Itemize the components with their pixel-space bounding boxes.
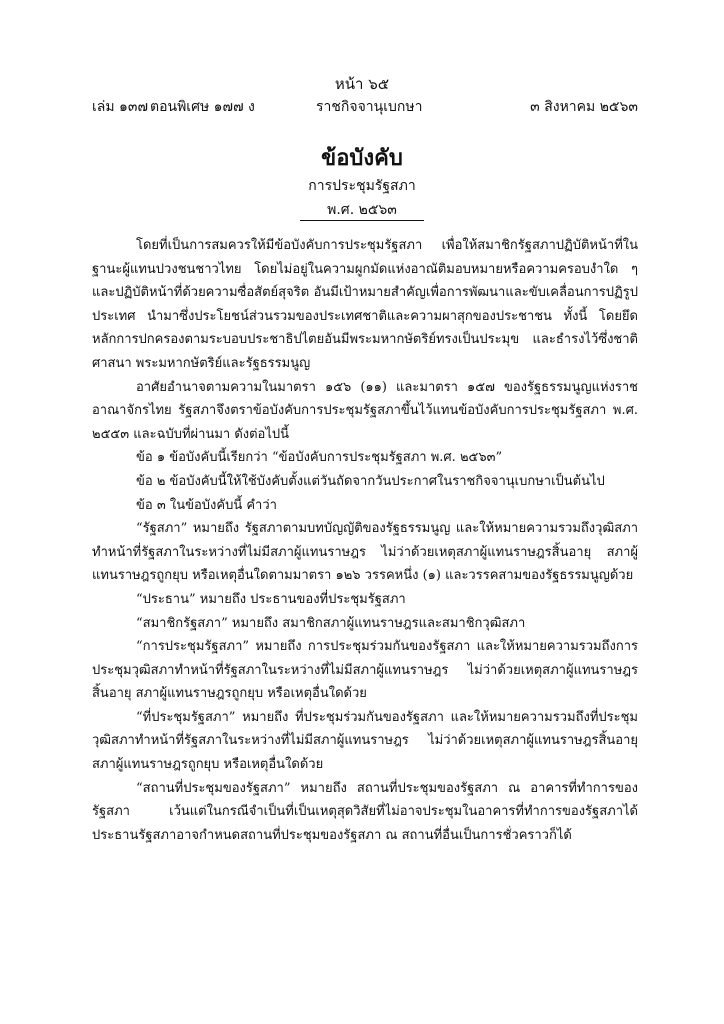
publication-date: ๓ สิงหาคม ๒๕๖๓ xyxy=(530,99,638,115)
page-number: หน้า ๖๕ xyxy=(334,75,390,93)
volume-label: เล่ม ๑๓๗ xyxy=(92,99,149,115)
definition-parliament: “รัฐสภา” หมายถึง รัฐสภาตามบทบัญญัติของรัฐธรรมนูญ และให้หมายความรวมถึงวุฒิสภาทำหน้าที่รัฐสภาในระหว่างที่ไม่มีสภาผู้แทนราษฎร ไม่ว่าด้วยเหตุสภาผู้แทนราษฎรสิ้นอายุ สภาผู้แทนราษฎรถูกยุบ หรือเหตุอื่นใดตามมาตรา ๑๒๖ วรรคหนึ่ง (๑) และวรรคสามของรัฐธรรมนูญด้วย xyxy=(92,521,638,584)
definition-joint-meeting: “ที่ประชุมรัฐสภา” หมายถึง ที่ประชุมร่วมกันของรัฐสภา และให้หมายความรวมถึงที่ประชุมวุฒิสภาทำหน้าที่รัฐสภาในระหว่างที่ไม่มีสภาผู้แทนราษฎร ไม่ว่าด้วยเหตุสภาผู้แทนราษฎรสิ้นอายุ สภาผู้แทนราษฎรถูกยุบ หรือเหตุอื่นใดด้วย xyxy=(92,709,638,773)
definition-joint-sitting: “การประชุมรัฐสภา” หมายถึง การประชุมร่วมกันของรัฐสภา และให้หมายความรวมถึงการประชุมวุฒิสภาทำหน้าที่รัฐสภาในระหว่างที่ไม่มีสภาผู้แทนราษฎร ไม่ว่าด้วยเหตุสภาผู้แทนราษฎรสิ้นอายุ สภาผู้แทนราษฎรถูกยุบ หรือเหตุอื่นใดด้วย xyxy=(92,639,638,702)
clause-2: ข้อ ๒ ข้อบังคับนี้ให้ใช้บังคับตั้งแต่วันถัดจากวันประกาศในราชกิจจานุเบกษาเป็นต้นไป xyxy=(136,473,605,489)
definition-president: “ประธาน” หมายถึง ประธานของที่ประชุมรัฐสภา xyxy=(136,591,406,607)
clause-3: ข้อ ๓ ในข้อบังคับนี้ คำว่า xyxy=(136,497,277,513)
document-subtitle: การประชุมรัฐสภา xyxy=(308,178,416,194)
definition-member: “สมาชิกรัฐสภา” หมายถึง สมาชิกสภาผู้แทนราษฎรและสมาชิกวุฒิสภา xyxy=(136,615,526,631)
document-year: พ.ศ. ๒๕๖๓ xyxy=(327,202,397,218)
clause-1: ข้อ ๑ ข้อบังคับนี้เรียกว่า “ข้อบังคับการประชุมรัฐสภา พ.ศ. ๒๕๖๓” xyxy=(136,450,503,466)
gazette-name: ราชกิจจานุเบกษา xyxy=(316,99,423,115)
document-title: ข้อบังคับ xyxy=(321,145,403,171)
definition-meeting-place: “สถานที่ประชุมของรัฐสภา” หมายถึง สถานที่ประชุมของรัฐสภา ณ อาคารที่ทำการของรัฐสภา เว้นแต่ในกรณีจำเป็นที่เป็นเหตุสุดวิสัยที่ไม่อาจประชุมในอาคารที่ทำการของรัฐสภาได้ ประธานรัฐสภาอาจกำหนดสถานที่ประชุมของรัฐสภา ณ สถานที่อื่นเป็นการชั่วคราวก็ได้ xyxy=(92,780,638,843)
title-divider xyxy=(300,220,424,221)
authority-paragraph: อาศัยอำนาจตามความในมาตรา ๑๕๖ (๑๑) และมาตรา ๑๕๗ ของรัฐธรรมนูญแห่งราชอาณาจักรไทย รัฐสภาจึงตราข้อบังคับการประชุมรัฐสภาขึ้นไว้แทนข้อบังคับการประชุมรัฐสภา พ.ศ. ๒๕๕๓ และฉบับที่ผ่านมา ดังต่อไปนี้ xyxy=(92,379,638,442)
gazette-header-row xyxy=(92,96,638,118)
section-label: ตอนพิเศษ ๑๗๗ ง xyxy=(150,99,255,115)
preamble-paragraph: โดยที่เป็นการสมควรให้มีข้อบังคับการประชุมรัฐสภา เพื่อให้สมาชิกรัฐสภาปฏิบัติหน้าที่ในฐานะผู้แทนปวงชนชาวไทย โดยไม่อยู่ในความผูกมัดแห่งอาณัติมอบหมายหรือความครอบงำใด ๆ และปฏิบัติหน้าที่ด้วยความซื่อสัตย์สุจริต อันมีเป้าหมายสำคัญเพื่อการพัฒนาและขับเคลื่อนการปฏิรูปประเทศ นำมาซึ่งประโยชน์ส่วนรวมของประเทศชาติและความผาสุกของประชาชน ทั้งนี้ โดยยึดหลักการปกครองตามระบอบประชาธิปไตยอันมีพระมหากษัตริย์ทรงเป็นประมุข และธำรงไว้ซึ่งชาติ ศาสนา พระมหากษัตริย์และรัฐธรรมนูญ xyxy=(92,238,638,371)
document-body xyxy=(92,234,638,847)
